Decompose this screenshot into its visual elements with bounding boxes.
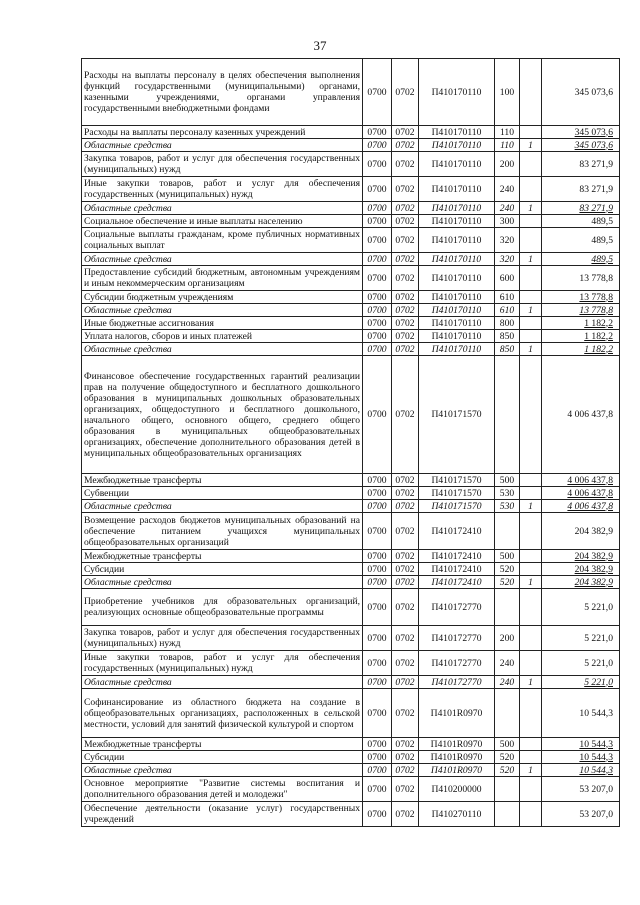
source-code — [520, 738, 542, 751]
line-item-name: Областные средства — [82, 343, 363, 356]
subsection-code: 0702 — [392, 343, 419, 356]
line-item-name: Субсидии — [82, 563, 363, 576]
target-code: П410170110 — [419, 59, 495, 126]
target-code: П410170110 — [419, 139, 495, 152]
table-row — [82, 139, 620, 152]
amount: 345 073,6 — [542, 59, 620, 126]
section-code: 0700 — [363, 304, 392, 317]
amount: 4 006 437,8 — [542, 500, 620, 513]
line-item-name: Субсидии бюджетным учреждениям — [82, 291, 363, 304]
subsection-code: 0702 — [392, 487, 419, 500]
target-code: П410170110 — [419, 343, 495, 356]
subsection-code: 0702 — [392, 317, 419, 330]
subsection-code: 0702 — [392, 330, 419, 343]
target-code: П410171570 — [419, 500, 495, 513]
subsection-code: 0702 — [392, 59, 419, 126]
table-row — [82, 228, 620, 253]
section-code: 0700 — [363, 563, 392, 576]
target-code: П410170110 — [419, 126, 495, 139]
subsection-code: 0702 — [392, 550, 419, 563]
amount: 10 544,3 — [542, 751, 620, 764]
table-row — [82, 291, 620, 304]
source-code — [520, 689, 542, 738]
target-code: П410171570 — [419, 487, 495, 500]
amount: 204 382,9 — [542, 513, 620, 550]
expense-type-code — [495, 802, 520, 827]
line-item-name: Межбюджетные трансферты — [82, 550, 363, 563]
section-code: 0700 — [363, 253, 392, 266]
expense-type-code — [495, 689, 520, 738]
expense-type-code: 320 — [495, 228, 520, 253]
amount: 204 382,9 — [542, 550, 620, 563]
target-code: П410170110 — [419, 330, 495, 343]
section-code: 0700 — [363, 356, 392, 474]
amount: 10 544,3 — [542, 689, 620, 738]
source-code: 1 — [520, 202, 542, 215]
section-code: 0700 — [363, 689, 392, 738]
amount: 4 006 437,8 — [542, 474, 620, 487]
expense-type-code: 100 — [495, 59, 520, 126]
section-code: 0700 — [363, 202, 392, 215]
line-item-name: Приобретение учебников для образовательных организаций, реализующих основные общеобразовательные программы — [82, 589, 363, 626]
source-code — [520, 317, 542, 330]
table-row — [82, 689, 620, 738]
source-code — [520, 356, 542, 474]
source-code — [520, 330, 542, 343]
subsection-code: 0702 — [392, 304, 419, 317]
subsection-code: 0702 — [392, 126, 419, 139]
line-item-name: Областные средства — [82, 676, 363, 689]
amount: 5 221,0 — [542, 626, 620, 651]
subsection-code: 0702 — [392, 651, 419, 676]
amount: 489,5 — [542, 228, 620, 253]
section-code: 0700 — [363, 738, 392, 751]
expense-type-code: 240 — [495, 202, 520, 215]
target-code: П410172410 — [419, 563, 495, 576]
target-code: П4101R0970 — [419, 751, 495, 764]
line-item-name: Софинансирование из областного бюджета на создание в общеобразовательных организациях, расположенных в сельской местности, условий для занятий физической культурой и спортом — [82, 689, 363, 738]
source-code — [520, 474, 542, 487]
section-code: 0700 — [363, 764, 392, 777]
expense-type-code: 240 — [495, 177, 520, 202]
source-code — [520, 550, 542, 563]
amount: 53 207,0 — [542, 802, 620, 827]
table-row — [82, 563, 620, 576]
table-row — [82, 576, 620, 589]
section-code: 0700 — [363, 215, 392, 228]
subsection-code: 0702 — [392, 177, 419, 202]
line-item-name: Расходы на выплаты персоналу казенных учреждений — [82, 126, 363, 139]
target-code: П410171570 — [419, 474, 495, 487]
section-code: 0700 — [363, 330, 392, 343]
target-code: П410170110 — [419, 215, 495, 228]
table-row — [82, 126, 620, 139]
section-code: 0700 — [363, 576, 392, 589]
target-code: П410170110 — [419, 253, 495, 266]
expense-type-code: 200 — [495, 152, 520, 177]
expense-type-code: 850 — [495, 343, 520, 356]
source-code — [520, 59, 542, 126]
source-code — [520, 802, 542, 827]
amount: 5 221,0 — [542, 651, 620, 676]
section-code: 0700 — [363, 228, 392, 253]
amount: 53 207,0 — [542, 777, 620, 802]
amount: 83 271,9 — [542, 202, 620, 215]
section-code: 0700 — [363, 126, 392, 139]
table-row — [82, 589, 620, 626]
table-row — [82, 487, 620, 500]
amount: 345 073,6 — [542, 139, 620, 152]
source-code: 1 — [520, 304, 542, 317]
amount: 83 271,9 — [542, 177, 620, 202]
target-code: П4101R0970 — [419, 764, 495, 777]
subsection-code: 0702 — [392, 228, 419, 253]
line-item-name: Областные средства — [82, 304, 363, 317]
table-row — [82, 356, 620, 474]
subsection-code: 0702 — [392, 802, 419, 827]
target-code: П410172410 — [419, 513, 495, 550]
subsection-code: 0702 — [392, 291, 419, 304]
subsection-code: 0702 — [392, 152, 419, 177]
expense-type-code: 520 — [495, 751, 520, 764]
subsection-code: 0702 — [392, 764, 419, 777]
line-item-name: Иные закупки товаров, работ и услуг для обеспечения государственных (муниципальных) нужд — [82, 651, 363, 676]
target-code: П410172770 — [419, 589, 495, 626]
subsection-code: 0702 — [392, 738, 419, 751]
expense-type-code: 530 — [495, 487, 520, 500]
subsection-code: 0702 — [392, 777, 419, 802]
expense-type-code: 600 — [495, 266, 520, 291]
expense-type-code: 110 — [495, 139, 520, 152]
section-code: 0700 — [363, 291, 392, 304]
source-code: 1 — [520, 139, 542, 152]
section-code: 0700 — [363, 59, 392, 126]
section-code: 0700 — [363, 626, 392, 651]
source-code — [520, 177, 542, 202]
target-code: П410172770 — [419, 651, 495, 676]
line-item-name: Финансовое обеспечение государственных гарантий реализации прав на получение общедоступного и бесплатного дошкольного образования в муниципальных дошкольных образовательных организациях, общедоступного и бесплатного дошкольного, начального общего, основного общего, среднего общего образования в муниципальных общеобразовательных организациях, обеспечение дополнительного образования детей в муниципальных общеобразовательных организациях — [82, 356, 363, 474]
source-code: 1 — [520, 343, 542, 356]
subsection-code: 0702 — [392, 563, 419, 576]
target-code: П410172770 — [419, 626, 495, 651]
budget-table — [81, 58, 620, 827]
amount: 489,5 — [542, 253, 620, 266]
table-row — [82, 777, 620, 802]
amount: 1 182,2 — [542, 330, 620, 343]
subsection-code: 0702 — [392, 356, 419, 474]
expense-type-code: 520 — [495, 764, 520, 777]
section-code: 0700 — [363, 802, 392, 827]
line-item-name: Расходы на выплаты персоналу в целях обеспечения выполнения функций государственными (муниципальными) органами, казенными учреждениями, органами управления государственными внебюджетными фондами — [82, 59, 363, 126]
line-item-name: Основное мероприятие "Развитие системы воспитания и дополнительного образования детей и молодежи" — [82, 777, 363, 802]
target-code: П410200000 — [419, 777, 495, 802]
amount: 10 544,3 — [542, 764, 620, 777]
subsection-code: 0702 — [392, 215, 419, 228]
subsection-code: 0702 — [392, 202, 419, 215]
line-item-name: Иные бюджетные ассигнования — [82, 317, 363, 330]
section-code: 0700 — [363, 152, 392, 177]
amount: 13 778,8 — [542, 266, 620, 291]
amount: 13 778,8 — [542, 291, 620, 304]
amount: 83 271,9 — [542, 152, 620, 177]
line-item-name: Возмещение расходов бюджетов муниципальных образований на обеспечение питанием учащихся муниципальных общеобразовательных организаций — [82, 513, 363, 550]
table-row — [82, 202, 620, 215]
line-item-name: Социальные выплаты гражданам, кроме публичных нормативных социальных выплат — [82, 228, 363, 253]
table-row — [82, 676, 620, 689]
table-row — [82, 343, 620, 356]
subsection-code: 0702 — [392, 500, 419, 513]
source-code — [520, 626, 542, 651]
expense-type-code — [495, 777, 520, 802]
amount: 13 778,8 — [542, 304, 620, 317]
target-code: П4101R0970 — [419, 738, 495, 751]
line-item-name: Уплата налогов, сборов и иных платежей — [82, 330, 363, 343]
source-code — [520, 513, 542, 550]
section-code: 0700 — [363, 500, 392, 513]
expense-type-code: 610 — [495, 304, 520, 317]
section-code: 0700 — [363, 777, 392, 802]
table-row — [82, 500, 620, 513]
source-code — [520, 751, 542, 764]
section-code: 0700 — [363, 676, 392, 689]
target-code: П410170110 — [419, 177, 495, 202]
line-item-name: Закупка товаров, работ и услуг для обеспечения государственных (муниципальных) нужд — [82, 626, 363, 651]
line-item-name: Областные средства — [82, 202, 363, 215]
amount: 204 382,9 — [542, 563, 620, 576]
section-code: 0700 — [363, 317, 392, 330]
table-row — [82, 474, 620, 487]
amount: 4 006 437,8 — [542, 356, 620, 474]
subsection-code: 0702 — [392, 751, 419, 764]
target-code: П410170110 — [419, 291, 495, 304]
table-row — [82, 266, 620, 291]
amount: 204 382,9 — [542, 576, 620, 589]
target-code: П410170110 — [419, 266, 495, 291]
expense-type-code: 320 — [495, 253, 520, 266]
source-code — [520, 651, 542, 676]
line-item-name: Субсидии — [82, 751, 363, 764]
line-item-name: Предоставление субсидий бюджетным, автономным учреждениям и иным некоммерческим организациям — [82, 266, 363, 291]
expense-type-code: 850 — [495, 330, 520, 343]
target-code: П410170110 — [419, 202, 495, 215]
section-code: 0700 — [363, 550, 392, 563]
section-code: 0700 — [363, 651, 392, 676]
section-code: 0700 — [363, 751, 392, 764]
source-code — [520, 291, 542, 304]
line-item-name: Субвенции — [82, 487, 363, 500]
table-row — [82, 651, 620, 676]
target-code: П410170110 — [419, 152, 495, 177]
subsection-code: 0702 — [392, 513, 419, 550]
subsection-code: 0702 — [392, 253, 419, 266]
line-item-name: Областные средства — [82, 576, 363, 589]
target-code: П410171570 — [419, 356, 495, 474]
table-row — [82, 738, 620, 751]
target-code: П410172410 — [419, 576, 495, 589]
source-code: 1 — [520, 500, 542, 513]
section-code: 0700 — [363, 487, 392, 500]
target-code: П410270110 — [419, 802, 495, 827]
subsection-code: 0702 — [392, 589, 419, 626]
subsection-code: 0702 — [392, 689, 419, 738]
expense-type-code — [495, 513, 520, 550]
table-row — [82, 253, 620, 266]
source-code — [520, 266, 542, 291]
source-code — [520, 589, 542, 626]
subsection-code: 0702 — [392, 474, 419, 487]
line-item-name: Областные средства — [82, 253, 363, 266]
target-code: П410172410 — [419, 550, 495, 563]
target-code: П410170110 — [419, 304, 495, 317]
table-row — [82, 802, 620, 827]
expense-type-code: 200 — [495, 626, 520, 651]
section-code: 0700 — [363, 589, 392, 626]
expense-type-code: 240 — [495, 676, 520, 689]
line-item-name: Областные средства — [82, 764, 363, 777]
source-code — [520, 777, 542, 802]
amount: 1 182,2 — [542, 343, 620, 356]
source-code: 1 — [520, 676, 542, 689]
table-row — [82, 59, 620, 126]
section-code: 0700 — [363, 139, 392, 152]
expense-type-code: 300 — [495, 215, 520, 228]
source-code: 1 — [520, 764, 542, 777]
expense-type-code — [495, 356, 520, 474]
expense-type-code: 800 — [495, 317, 520, 330]
subsection-code: 0702 — [392, 266, 419, 291]
target-code: П410170110 — [419, 317, 495, 330]
table-row — [82, 330, 620, 343]
section-code: 0700 — [363, 513, 392, 550]
expense-type-code: 500 — [495, 550, 520, 563]
source-code: 1 — [520, 253, 542, 266]
subsection-code: 0702 — [392, 576, 419, 589]
expense-type-code: 520 — [495, 576, 520, 589]
table-row — [82, 626, 620, 651]
amount: 4 006 437,8 — [542, 487, 620, 500]
table-row — [82, 550, 620, 563]
table-row — [82, 177, 620, 202]
line-item-name: Областные средства — [82, 500, 363, 513]
table-row — [82, 317, 620, 330]
expense-type-code: 530 — [495, 500, 520, 513]
page-number: 37 — [313, 38, 327, 53]
expense-type-code — [495, 589, 520, 626]
amount: 5 221,0 — [542, 589, 620, 626]
table-row — [82, 513, 620, 550]
subsection-code: 0702 — [392, 139, 419, 152]
line-item-name: Социальное обеспечение и иные выплаты населению — [82, 215, 363, 228]
line-item-name: Обеспечение деятельности (оказание услуг) государственных учреждений — [82, 802, 363, 827]
target-code: П410172770 — [419, 676, 495, 689]
source-code — [520, 215, 542, 228]
line-item-name: Межбюджетные трансферты — [82, 738, 363, 751]
amount: 5 221,0 — [542, 676, 620, 689]
expense-type-code: 520 — [495, 563, 520, 576]
line-item-name: Иные закупки товаров, работ и услуг для обеспечения государственных (муниципальных) нужд — [82, 177, 363, 202]
table-row — [82, 215, 620, 228]
table-row — [82, 152, 620, 177]
table-row — [82, 764, 620, 777]
line-item-name: Областные средства — [82, 139, 363, 152]
source-code: 1 — [520, 576, 542, 589]
section-code: 0700 — [363, 343, 392, 356]
expense-type-code: 610 — [495, 291, 520, 304]
source-code — [520, 126, 542, 139]
amount: 489,5 — [542, 215, 620, 228]
amount: 1 182,2 — [542, 317, 620, 330]
amount: 345 073,6 — [542, 126, 620, 139]
section-code: 0700 — [363, 177, 392, 202]
target-code: П4101R0970 — [419, 689, 495, 738]
section-code: 0700 — [363, 474, 392, 487]
source-code — [520, 487, 542, 500]
section-code: 0700 — [363, 266, 392, 291]
table-row — [82, 751, 620, 764]
expense-type-code: 240 — [495, 651, 520, 676]
source-code — [520, 152, 542, 177]
amount: 10 544,3 — [542, 738, 620, 751]
source-code — [520, 563, 542, 576]
subsection-code: 0702 — [392, 676, 419, 689]
line-item-name: Межбюджетные трансферты — [82, 474, 363, 487]
line-item-name: Закупка товаров, работ и услуг для обеспечения государственных (муниципальных) нужд — [82, 152, 363, 177]
expense-type-code: 500 — [495, 474, 520, 487]
target-code: П410170110 — [419, 228, 495, 253]
subsection-code: 0702 — [392, 626, 419, 651]
expense-type-code: 500 — [495, 738, 520, 751]
table-row — [82, 304, 620, 317]
expense-type-code: 110 — [495, 126, 520, 139]
source-code — [520, 228, 542, 253]
